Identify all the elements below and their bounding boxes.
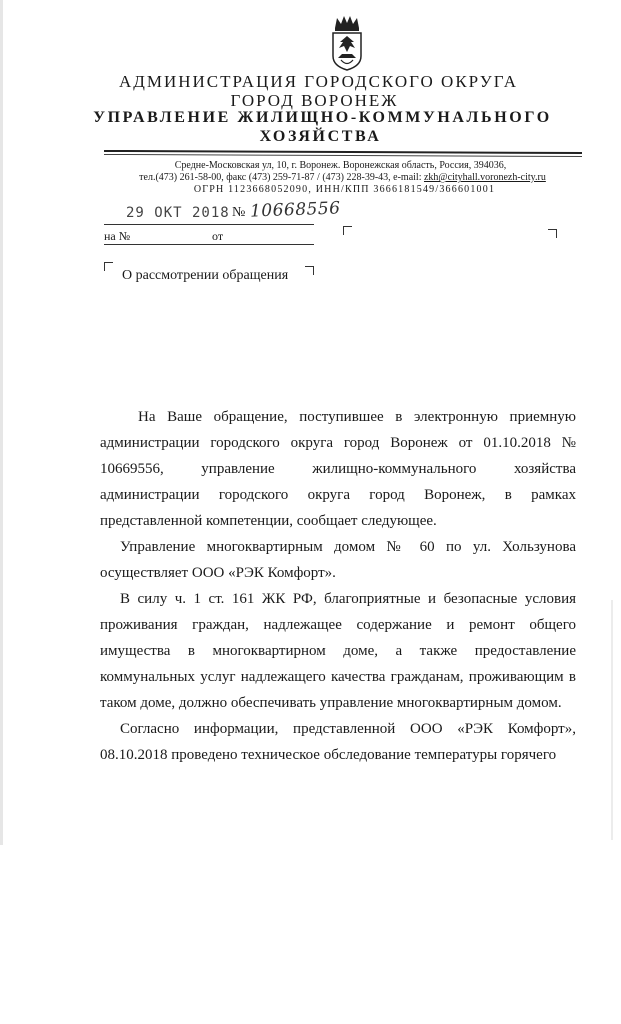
scan-edge-right [611, 600, 613, 840]
addressee-corner-right [548, 229, 557, 238]
addressee-corner-left [343, 226, 352, 235]
label-from: от [212, 229, 224, 243]
subject-corner-left [104, 262, 113, 271]
body-paragraph-1: На Ваше обращение, поступившее в электронную приемную администрации городского округа город Воронеж от 01.10.2018 № 10669556, управление жилищно-коммунального хозяйства администрации городского округа город Воронеж, в рамках представленной компетенции, сообщает следующее. [100, 409, 576, 529]
header-line-2: ГОРОД ВОРОНЕЖ [230, 91, 399, 110]
label-on-number: на № [104, 229, 131, 243]
address-line-3: ОГРН 1123668052090, ИНН/КПП 3666181549/366601001 [193, 184, 496, 195]
voronezh-coat-of-arms-icon [330, 14, 364, 72]
registration-line [104, 224, 314, 225]
header-line-1: АДМИНИСТРАЦИЯ ГОРОДСКОГО ОКРУГА [118, 72, 518, 91]
handwritten-registration-number: 10668556 [249, 198, 341, 222]
address-line-1: Средне-Московская ул, 10, г. Воронеж. Воронежская область, Россия, 394036, [174, 160, 507, 171]
address-line-2 [32, 172, 621, 183]
subject-line: О рассмотрении обращения [122, 268, 289, 283]
contacts-text: тел.(473) 261-58-00, факс (473) 259-71-87 / (473) 228-39-43, e-mail: [139, 172, 424, 183]
registration-number-sign: № [232, 205, 246, 220]
registration-stamp-date: 29 ОКТ 2018 [126, 205, 230, 221]
body-paragraph-4: Согласно информации, представленной ООО «РЭК Комфорт», 08.10.2018 проведено техническое обследование температуры горячего [100, 721, 576, 763]
scan-edge [0, 0, 3, 845]
header-rule-thin [104, 154, 582, 157]
body-paragraph-2: Управление многоквартирным домом № 60 по ул. Хользунова осуществляет ООО «РЭК Комфорт». [100, 539, 576, 581]
body-paragraph-3: В силу ч. 1 ст. 161 ЖК РФ, благоприятные и безопасные условия проживания граждан, надлежащее содержание и ремонт общего имущества в многоквартирном доме, а также предоставление коммунальных услуг надлежащего качества гражданам, проживающим в таком доме, должно обеспечивать управление многоквартирным домом. [100, 591, 576, 711]
subject-corner-right [305, 266, 314, 275]
reference-line [104, 244, 314, 245]
header-line-3: УПРАВЛЕНИЕ ЖИЛИЩНО-КОММУНАЛЬНОГО [93, 109, 552, 126]
email-link[interactable]: zkh@cityhall.voronezh-city.ru [423, 172, 546, 183]
header-line-4: ХОЗЯЙСТВА [259, 128, 382, 145]
